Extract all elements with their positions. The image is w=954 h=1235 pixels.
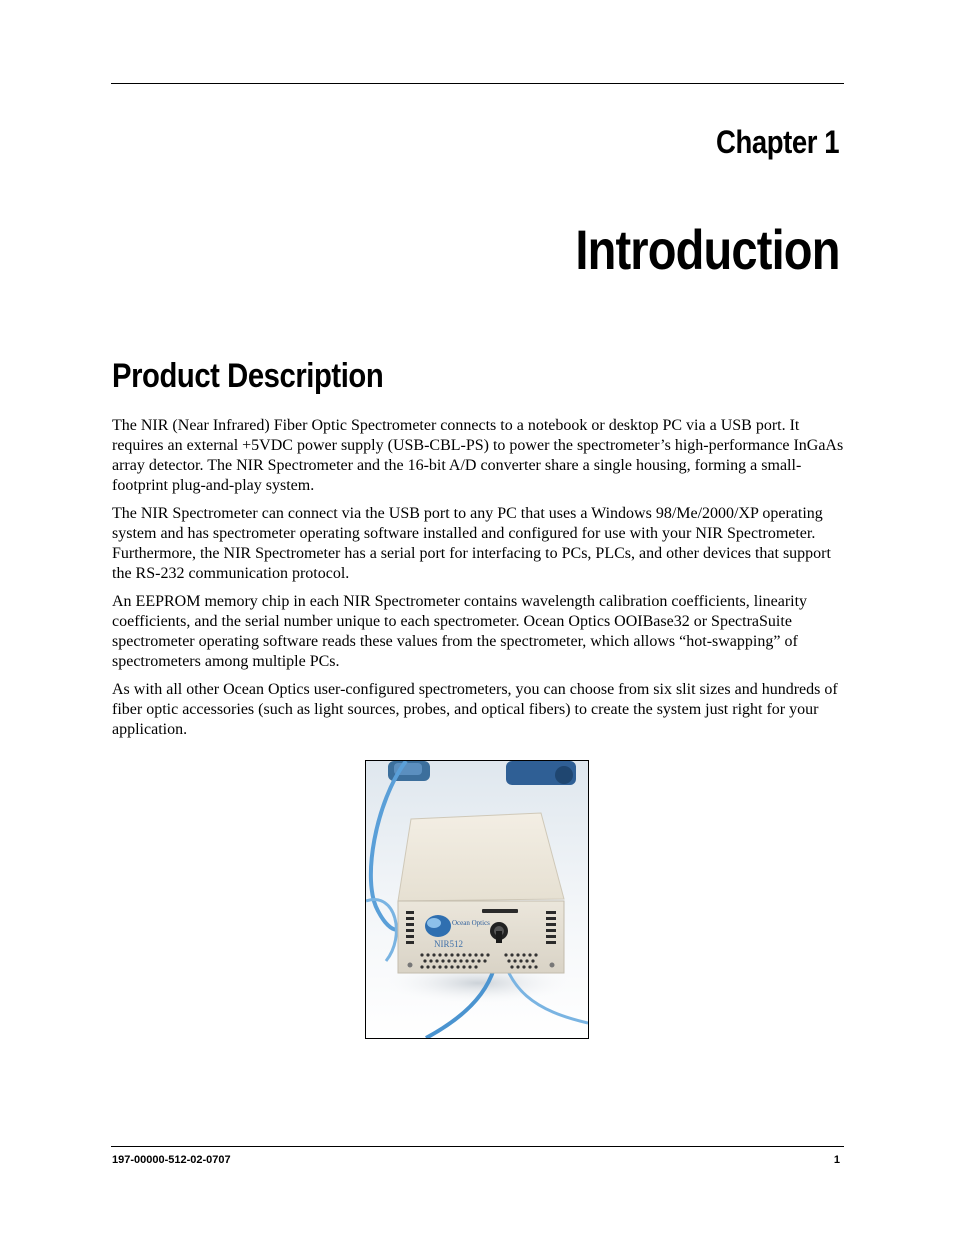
- chapter-label: Chapter 1: [715, 124, 839, 160]
- paragraph: The NIR Spectrometer can connect via the USB port to any PC that uses a Windows 98/Me/2000/XP operating system and has spectrometer operating software installed and configured for use with your NIR Spectrometer. Furthermore, the NIR Spectrometer has a serial port for interfacing to PCs, PLCs, and other devices that support the RS-232 communication protocol.: [112, 505, 831, 582]
- spectrometer-illustration: [366, 761, 588, 1038]
- footer-rule: [111, 1146, 844, 1147]
- model-label: NIR512: [434, 939, 463, 949]
- footer-page-number: 1: [833, 1154, 840, 1166]
- spectrometer-housing: [398, 901, 564, 973]
- footer-document-number: 197-00000-512-02-0707: [112, 1154, 231, 1166]
- paragraph: The NIR (Near Infrared) Fiber Optic Spectrometer connects to a notebook or desktop PC via a USB port. It requires an external +5VDC power supply (USB-CBL-PS) to power the spectrometer’s high-performance InGaAs array detector. The NIR Spectrometer and the 16-bit A/D converter share a single housing, forming a small-footprint plug-and-play system.: [112, 417, 844, 494]
- body-text: [112, 416, 847, 748]
- logo-text: Ocean Optics: [452, 919, 490, 927]
- chapter-title: Introduction: [575, 218, 840, 281]
- section-heading: Product Description: [112, 357, 384, 395]
- header-rule: [111, 83, 844, 84]
- paragraph: As with all other Ocean Optics user-configured spectrometers, you can choose from six slit sizes and hundreds of fiber optic accessories (such as light sources, probes, and optical fibers) to create the system just right for your application.: [112, 681, 838, 738]
- paragraph: An EEPROM memory chip in each NIR Spectrometer contains wavelength calibration coefficients, linearity coefficients, and the serial number unique to each spectrometer. Ocean Optics OOIBase32 or SpectraSuite spectrometer operating software reads these values from the spectrometer, which allows “hot-swapping” of spectrometers among multiple PCs.: [112, 593, 808, 670]
- product-photo: [365, 760, 589, 1039]
